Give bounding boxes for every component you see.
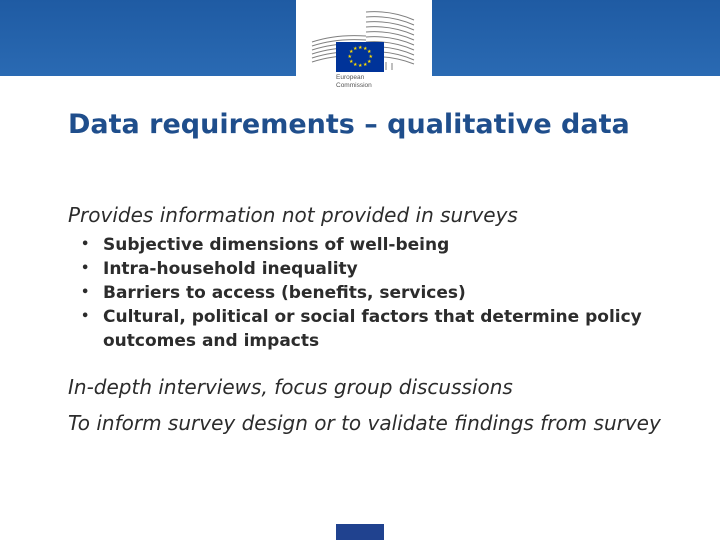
bullet-item — [78, 281, 678, 305]
svg-text:★: ★ — [363, 46, 368, 52]
bullet-item — [78, 233, 678, 257]
svg-text:★: ★ — [358, 63, 363, 69]
logo-wordmark — [336, 74, 396, 90]
bullet-icon: • — [81, 237, 90, 252]
bullet-list — [78, 233, 678, 353]
svg-text:★: ★ — [358, 45, 363, 51]
bullet-icon: • — [81, 261, 90, 276]
bullet-text: Intra-household inequality — [103, 259, 358, 279]
svg-text:★: ★ — [349, 49, 354, 55]
bullet-icon: • — [81, 285, 90, 300]
footer-tab — [336, 524, 384, 540]
svg-text:★: ★ — [363, 62, 368, 68]
bullet-text: Barriers to access (benefits, services) — [103, 283, 466, 303]
logo-line-2: Commission — [336, 82, 372, 89]
bullet-text: Cultural, political or social factors that determine policy outcomes and impacts — [103, 307, 642, 351]
logo-line-1: European — [336, 74, 365, 81]
bullet-icon: • — [81, 309, 90, 324]
methods-line: In-depth interviews, focus group discussions — [68, 375, 513, 399]
intro-line: Provides information not provided in surveys — [68, 203, 518, 227]
svg-text:★: ★ — [367, 49, 372, 55]
svg-text:★: ★ — [368, 54, 373, 60]
bullet-text: Subjective dimensions of well-being — [103, 235, 450, 255]
svg-text:★: ★ — [367, 59, 372, 65]
bullet-item — [78, 305, 678, 353]
slide-title: Data requirements – qualitative data — [68, 109, 630, 140]
bullet-item — [78, 257, 678, 281]
svg-text:★: ★ — [353, 62, 358, 68]
purpose-line: To inform survey design or to validate findings from survey — [68, 411, 661, 435]
european-commission-logo — [296, 0, 432, 100]
svg-text:★: ★ — [353, 46, 358, 52]
svg-text:★: ★ — [349, 59, 354, 65]
svg-text:★: ★ — [347, 54, 352, 60]
